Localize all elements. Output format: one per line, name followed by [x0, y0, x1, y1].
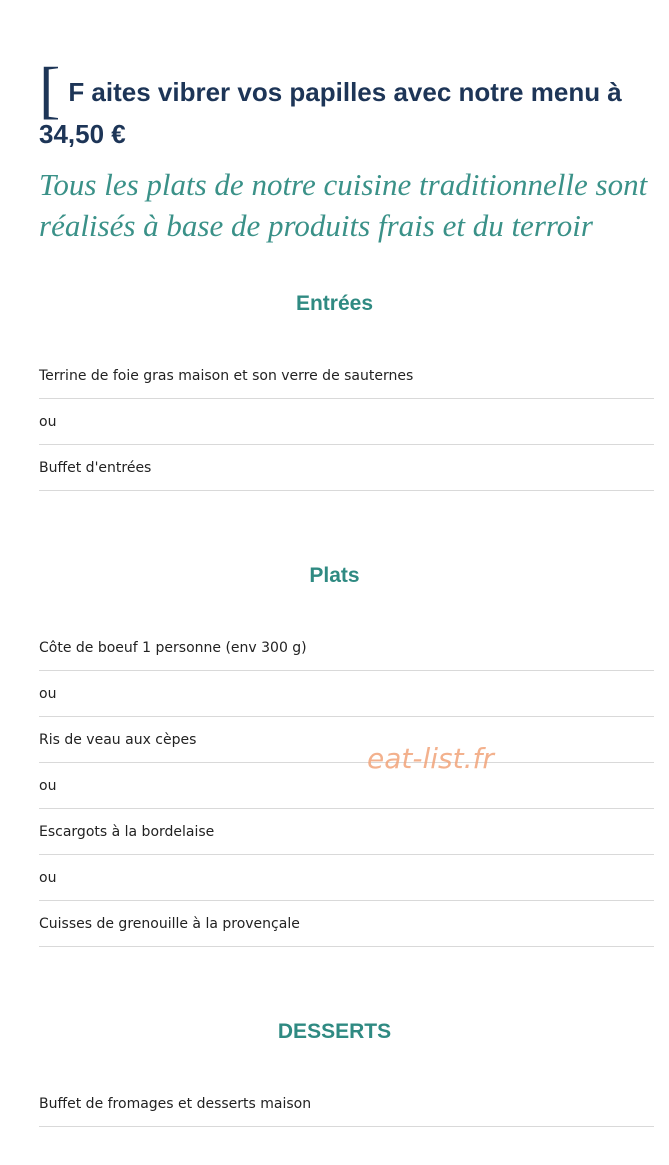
plats-list — [39, 625, 654, 947]
section-title-plats: Plats — [309, 564, 360, 587]
list-item: Buffet d'entrées — [39, 445, 654, 491]
list-item: Côte de boeuf 1 personne (env 300 g) — [39, 625, 654, 671]
list-item: Ris de veau aux cèpes — [39, 717, 654, 763]
section-title-desserts: DESSERTS — [277, 1020, 392, 1043]
list-item: Terrine de foie gras maison et son verre de sauternes — [39, 353, 654, 399]
bracket-decoration: [ — [39, 54, 61, 126]
list-item: ou — [39, 399, 654, 445]
list-item: ou — [39, 763, 654, 809]
menu-heading — [39, 54, 649, 155]
list-item: ou — [39, 855, 654, 901]
list-item: Escargots à la bordelaise — [39, 809, 654, 855]
list-item: ou — [39, 671, 654, 717]
menu-subtitle: Tous les plats de notre cuisine traditionnelle sont réalisés à base de produits frais et du terroir — [39, 167, 648, 243]
entrees-list — [39, 353, 654, 491]
section-title-entrees: Entrées — [295, 292, 374, 315]
menu-heading-text: F aites vibrer vos papilles avec notre menu à 34,50 € — [39, 77, 622, 150]
list-item: Cuisses de grenouille à la provençale — [39, 901, 654, 947]
watermark-logo: eat-list.fr — [367, 742, 494, 775]
list-item: Buffet de fromages et desserts maison — [39, 1081, 654, 1127]
desserts-list — [39, 1081, 654, 1127]
